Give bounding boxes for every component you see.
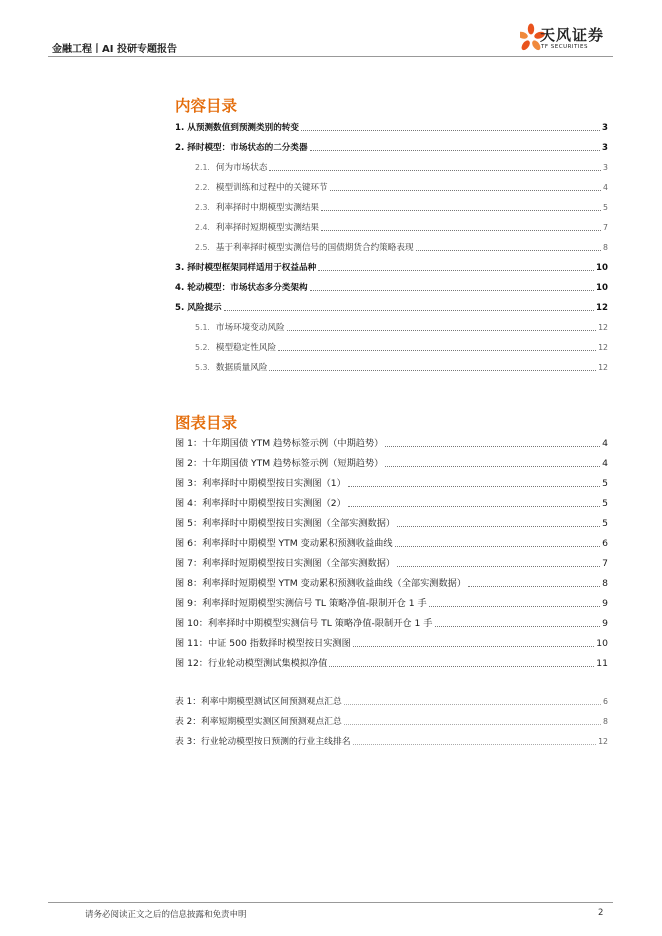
figure-entry[interactable]: 图 1：十年期国债 YTM 趋势标签示例（中期趋势） 4 bbox=[175, 438, 608, 449]
toc-entry[interactable]: 5. 风险提示 12 bbox=[175, 303, 608, 313]
header-divider bbox=[48, 56, 613, 57]
footer-divider bbox=[48, 902, 613, 903]
figure-list-title: 图表目录 bbox=[175, 414, 238, 432]
figure-entry[interactable]: 图 10：利率择时中期模型实测信号 TL 策略净值-限制开仓 1 手 9 bbox=[175, 618, 608, 629]
toc-entry[interactable]: 3. 择时模型框架同样适用于权益品种 10 bbox=[175, 263, 608, 273]
figure-entry[interactable]: 图 3：利率择时中期模型按日实测图（1） 5 bbox=[175, 478, 608, 489]
toc-entry[interactable]: 2.5. 基于利率择时模型实测信号的国债期货合约策略表现 8 bbox=[195, 243, 608, 253]
toc-entry[interactable]: 2.2. 模型训练和过程中的关键环节 4 bbox=[195, 183, 608, 193]
page-number: 2 bbox=[598, 908, 604, 918]
toc-entry[interactable]: 5.3. 数据质量风险 12 bbox=[195, 363, 608, 373]
figure-entry[interactable]: 图 5：利率择时中期模型按日实测图（全部实测数据） 5 bbox=[175, 518, 608, 529]
figure-entry[interactable]: 图 6：利率择时中期模型 YTM 变动累积预测收益曲线 6 bbox=[175, 538, 608, 549]
toc-entry[interactable]: 5.2. 模型稳定性风险 12 bbox=[195, 343, 608, 353]
logo-subtitle: TF SECURITIES bbox=[541, 44, 588, 50]
toc-entry[interactable]: 5.1. 市场环境变动风险 12 bbox=[195, 323, 608, 333]
toc-entry[interactable]: 2. 择时模型：市场状态的二分类器 3 bbox=[175, 143, 608, 153]
figure-entry[interactable]: 图 7：利率择时短期模型按日实测图（全部实测数据） 7 bbox=[175, 558, 608, 569]
toc-entry[interactable]: 2.1. 何为市场状态 3 bbox=[195, 163, 608, 173]
figure-entry[interactable]: 图 8：利率择时短期模型 YTM 变动累积预测收益曲线（全部实测数据） 8 bbox=[175, 578, 608, 589]
table-entry[interactable]: 表 3：行业轮动模型按日预测的行业主线排名 12 bbox=[175, 737, 608, 747]
logo-wordmark: 天风证券 bbox=[540, 26, 605, 44]
figure-entry[interactable]: 图 11：中证 500 指数择时模型按日实测图 10 bbox=[175, 638, 608, 649]
header-category: 金融工程丨AI 投研专题报告 bbox=[52, 44, 177, 55]
toc-entry[interactable]: 2.3. 利率择时中期模型实测结果 5 bbox=[195, 203, 608, 213]
figure-entry[interactable]: 图 2：十年期国债 YTM 趋势标签示例（短期趋势） 4 bbox=[175, 458, 608, 469]
figure-entry[interactable]: 图 12：行业轮动模型测试集模拟净值 11 bbox=[175, 658, 608, 669]
footer-disclaimer: 请务必阅读正文之后的信息披露和免责申明 bbox=[85, 910, 247, 920]
table-entry[interactable]: 表 2：利率短期模型实测区间预测观点汇总 8 bbox=[175, 717, 608, 727]
toc-entry[interactable]: 1. 从预测数值到预测类别的转变 3 bbox=[175, 123, 608, 133]
table-entry[interactable]: 表 1：利率中期模型测试区间预测观点汇总 6 bbox=[175, 697, 608, 707]
toc-title: 内容目录 bbox=[175, 97, 238, 115]
figure-entry[interactable]: 图 4：利率择时中期模型按日实测图（2） 5 bbox=[175, 498, 608, 509]
toc-entry[interactable]: 4. 轮动模型：市场状态多分类架构 10 bbox=[175, 283, 608, 293]
toc-entry[interactable]: 2.4. 利率择时短期模型实测结果 7 bbox=[195, 223, 608, 233]
figure-entry[interactable]: 图 9：利率择时短期模型实测信号 TL 策略净值-限制开仓 1 手 9 bbox=[175, 598, 608, 609]
